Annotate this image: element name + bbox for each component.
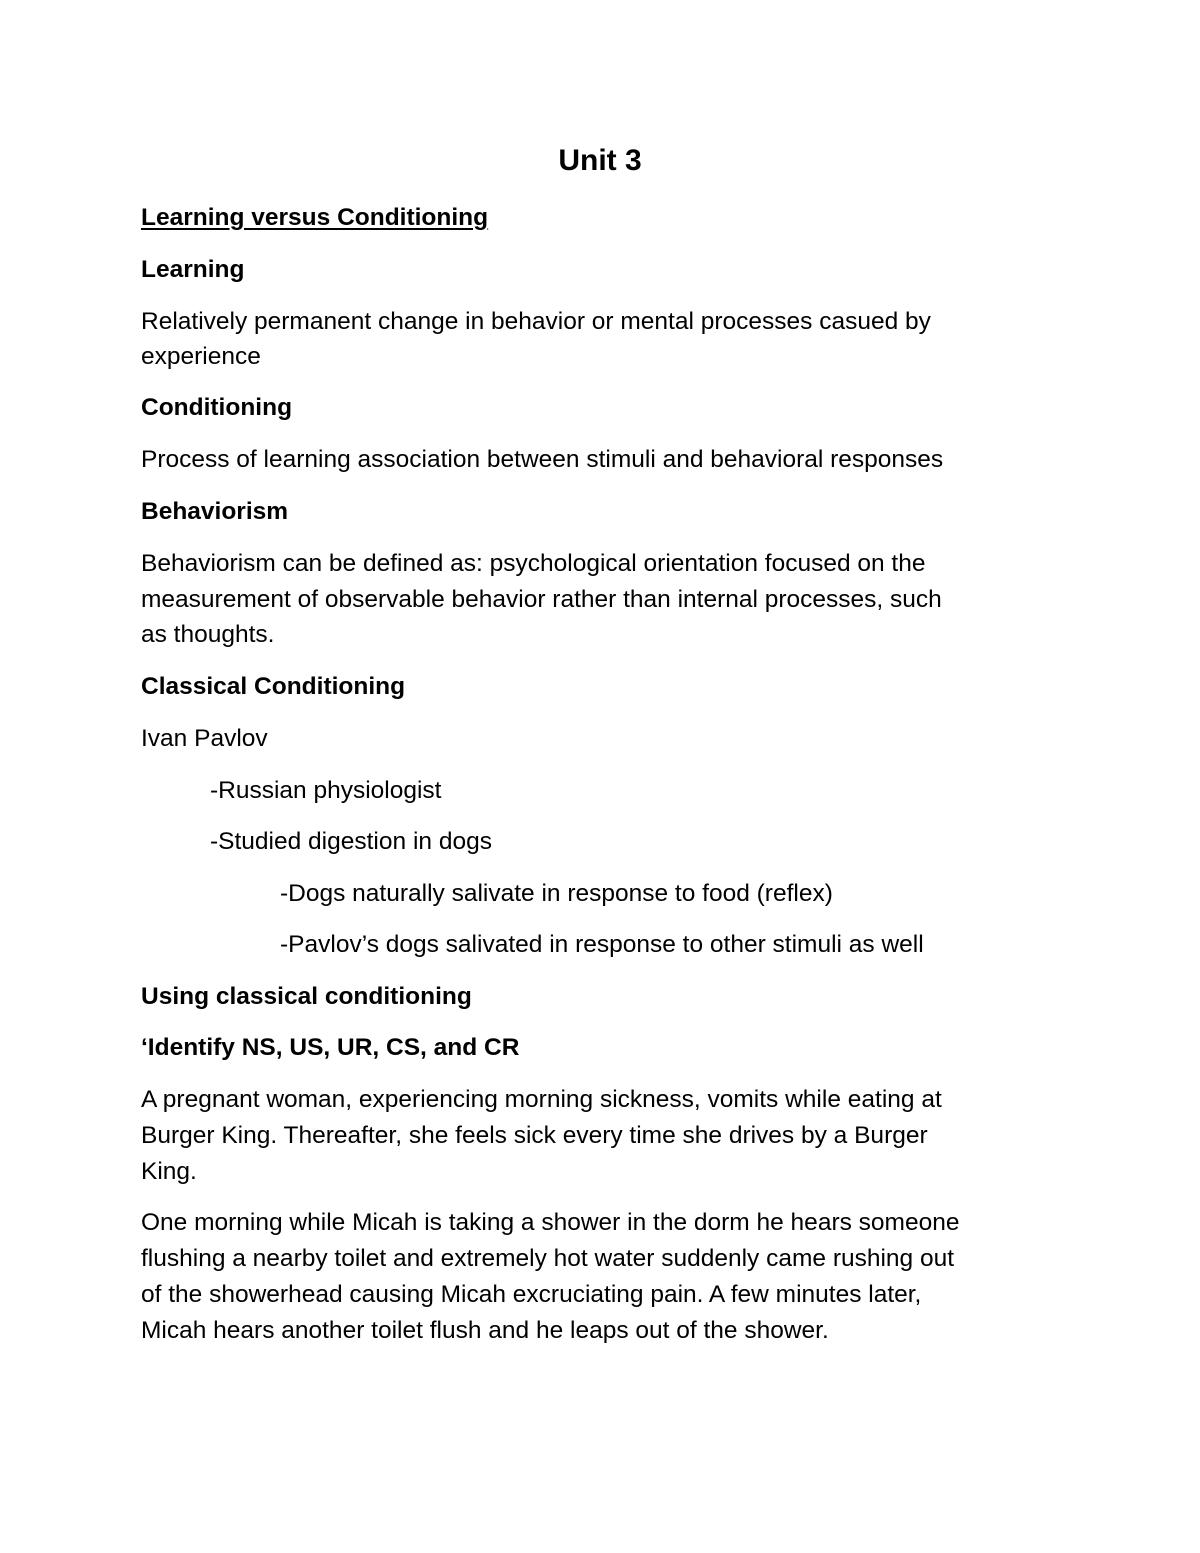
heading-classical-conditioning: Classical Conditioning (141, 673, 406, 700)
example-2-line-3: of the showerhead causing Micah excruciating pain. A few minutes later, (141, 1281, 922, 1308)
section-heading-learning-vs-conditioning: Learning versus Conditioning (141, 204, 489, 231)
heading-behaviorism: Behaviorism (141, 498, 289, 525)
heading-using-classical-conditioning: Using classical conditioning (141, 983, 472, 1010)
identify-instruction: ‘Identify NS, US, UR, CS, and CR (141, 1034, 520, 1061)
example-2-line-4: Micah hears another toilet flush and he leaps out of the shower. (141, 1317, 829, 1344)
behaviorism-definition-line-2: measurement of observable behavior rather than internal processes, such (141, 586, 942, 613)
pavlov-subpoint-reflex: -Dogs naturally salivate in response to food (reflex) (280, 880, 833, 907)
example-1-line-2: Burger King. Thereafter, she feels sick every time she drives by a Burger (141, 1122, 928, 1149)
behaviorism-definition-line-3: as thoughts. (141, 621, 275, 648)
heading-learning: Learning (141, 256, 245, 283)
example-1-line-1: A pregnant woman, experiencing morning sickness, vomits while eating at (141, 1086, 942, 1113)
example-1-line-3: King. (141, 1158, 197, 1185)
page-title: Unit 3 (558, 144, 642, 177)
learning-definition-line-2: experience (141, 343, 261, 370)
pavlov-point-digestion: -Studied digestion in dogs (210, 828, 492, 855)
behaviorism-definition-line-1: Behaviorism can be defined as: psychological orientation focused on the (141, 550, 926, 577)
pavlov-subpoint-other-stimuli: -Pavlov’s dogs salivated in response to other stimuli as well (280, 931, 924, 958)
conditioning-definition: Process of learning association between stimuli and behavioral responses (141, 446, 944, 473)
example-2-line-2: flushing a nearby toilet and extremely hot water suddenly came rushing out (141, 1245, 955, 1272)
pavlov-name: Ivan Pavlov (141, 725, 268, 752)
pavlov-point-physiologist: -Russian physiologist (210, 777, 442, 804)
example-2-line-1: One morning while Micah is taking a shower in the dorm he hears someone (141, 1209, 960, 1236)
learning-definition-line-1: Relatively permanent change in behavior or mental processes casued by (141, 308, 931, 335)
heading-conditioning: Conditioning (141, 394, 293, 421)
